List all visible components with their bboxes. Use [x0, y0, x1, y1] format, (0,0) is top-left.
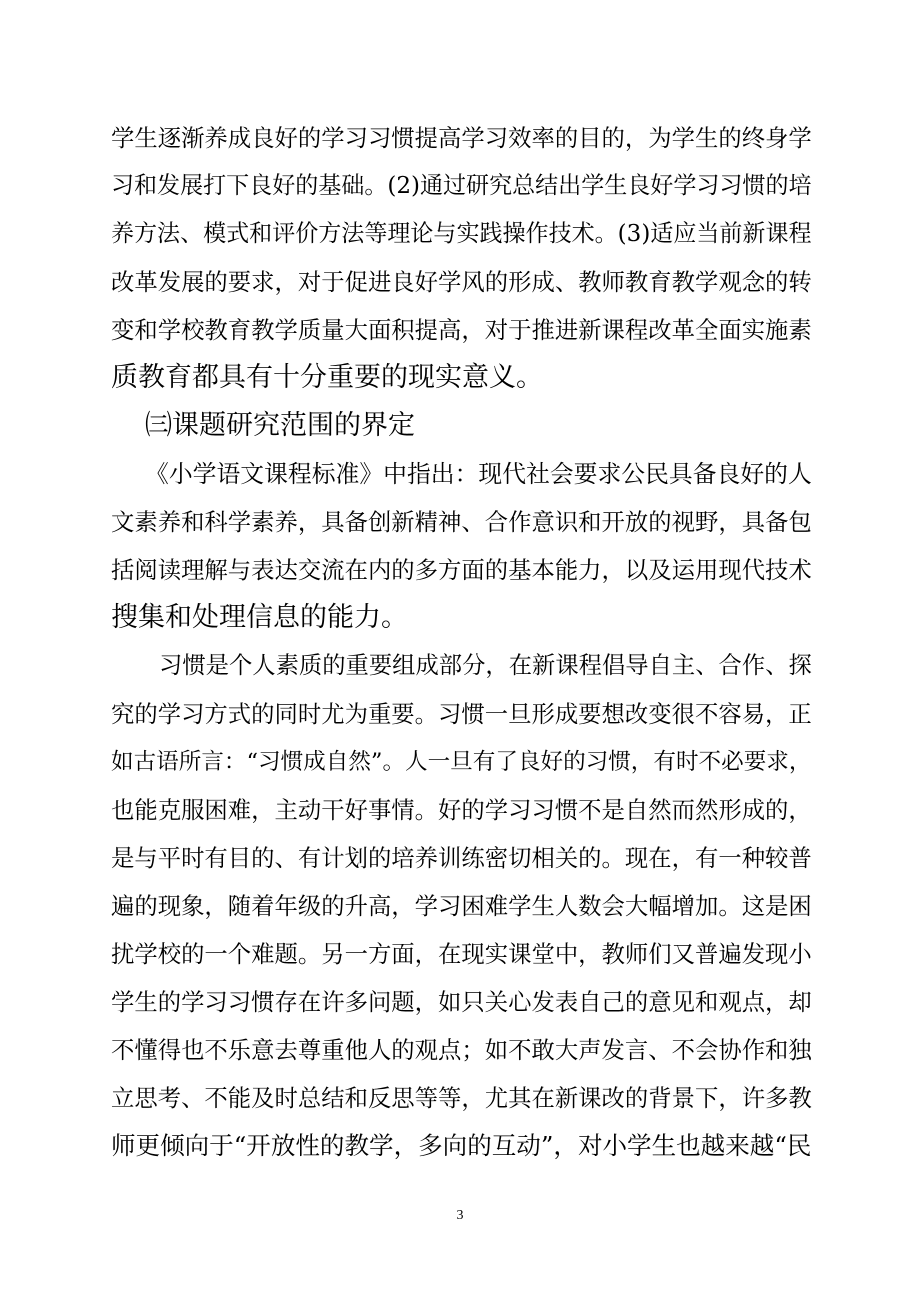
line-text: 遍的现象，随着年级的升高，学习困难学生人数会大幅增加。这是困 — [111, 892, 812, 920]
text-line-2 — [0, 166, 920, 206]
text-line-6 — [0, 358, 920, 398]
text-line-19 — [0, 982, 920, 1022]
line-text: 学生逐渐养成良好的学习习惯提高学习效率的目的，为学生的终身学 — [111, 124, 812, 152]
section-heading — [0, 406, 920, 446]
text-line-18 — [0, 934, 920, 974]
line-text: 学生的学习习惯存在许多问题，如只关心发表自己的意见和观点，却 — [111, 988, 812, 1016]
text-line-13 — [0, 694, 920, 734]
line-text: 括阅读理解与表达交流在内的多方面的基本能力，以及运用现代技术 — [111, 556, 812, 584]
line-text: 《小学语文课程标准》中指出：现代社会要求公民具备良好的人 — [145, 460, 812, 488]
text-line-12 — [0, 646, 920, 686]
line-text: 改革发展的要求，对于促进良好学风的形成、教师教育教学观念的转 — [111, 268, 812, 296]
text-line-5 — [0, 310, 920, 350]
text-line-16 — [0, 838, 920, 878]
line-text: 如古语所言：“习惯成自然”。人一旦有了良好的习惯，有时不必要求， — [111, 749, 812, 775]
text-line-11 — [0, 598, 920, 638]
text-line-14 — [0, 742, 920, 782]
text-line-20 — [0, 1030, 920, 1070]
line-text: 是与平时有目的、有计划的培养训练密切相关的。现在，有一种较普 — [111, 844, 812, 872]
text-line-9 — [0, 502, 920, 542]
text-line-15 — [0, 790, 920, 830]
line-text: 扰学校的一个难题。另一方面，在现实课堂中，教师们又普遍发现小 — [111, 940, 812, 968]
page-number: 3 — [456, 1208, 464, 1223]
text-line-3 — [0, 214, 920, 254]
line-text: 养方法、模式和评价方法等理论与实践操作技术。(3)适应当前新课程 — [111, 221, 812, 247]
text-line-17 — [0, 886, 920, 926]
line-text: 变和学校教育教学质量大面积提高，对于推进新课程改革全面实施素 — [111, 316, 812, 344]
heading-text: ㈢课题研究范围的界定 — [145, 410, 415, 441]
text-line-22 — [0, 1126, 920, 1166]
line-text: 搜集和处理信息的能力。 — [111, 602, 408, 633]
line-text: 师更倾向于“开放性的教学，多向的互动”，对小学生也越来越“民 — [111, 1131, 812, 1160]
line-text: 习和发展打下良好的基础。(2)通过研究总结出学生良好学习习惯的培 — [111, 173, 812, 199]
line-text: 质教育都具有十分重要的现实意义。 — [111, 362, 543, 393]
line-text: 文素养和科学素养，具备创新精神、合作意识和开放的视野，具备包 — [111, 508, 812, 536]
line-text: 习惯是个人素质的重要组成部分，在新课程倡导自主、合作、探 — [159, 652, 812, 679]
text-line-21 — [0, 1078, 920, 1118]
text-line-4 — [0, 262, 920, 302]
line-text: 也能克服困难，主动干好事情。好的学习习惯不是自然而然形成的， — [111, 796, 812, 824]
text-line-1 — [0, 118, 920, 158]
text-line-8 — [0, 454, 920, 494]
line-text: 不懂得也不乐意去尊重他人的观点；如不敢大声发言、不会协作和独 — [111, 1036, 812, 1064]
line-text: 究的学习方式的同时尤为重要。习惯一旦形成要想改变很不容易，正 — [111, 700, 812, 728]
line-text: 立思考、不能及时总结和反思等等，尤其在新课改的背景下，许多教 — [111, 1084, 812, 1112]
text-line-10 — [0, 550, 920, 590]
